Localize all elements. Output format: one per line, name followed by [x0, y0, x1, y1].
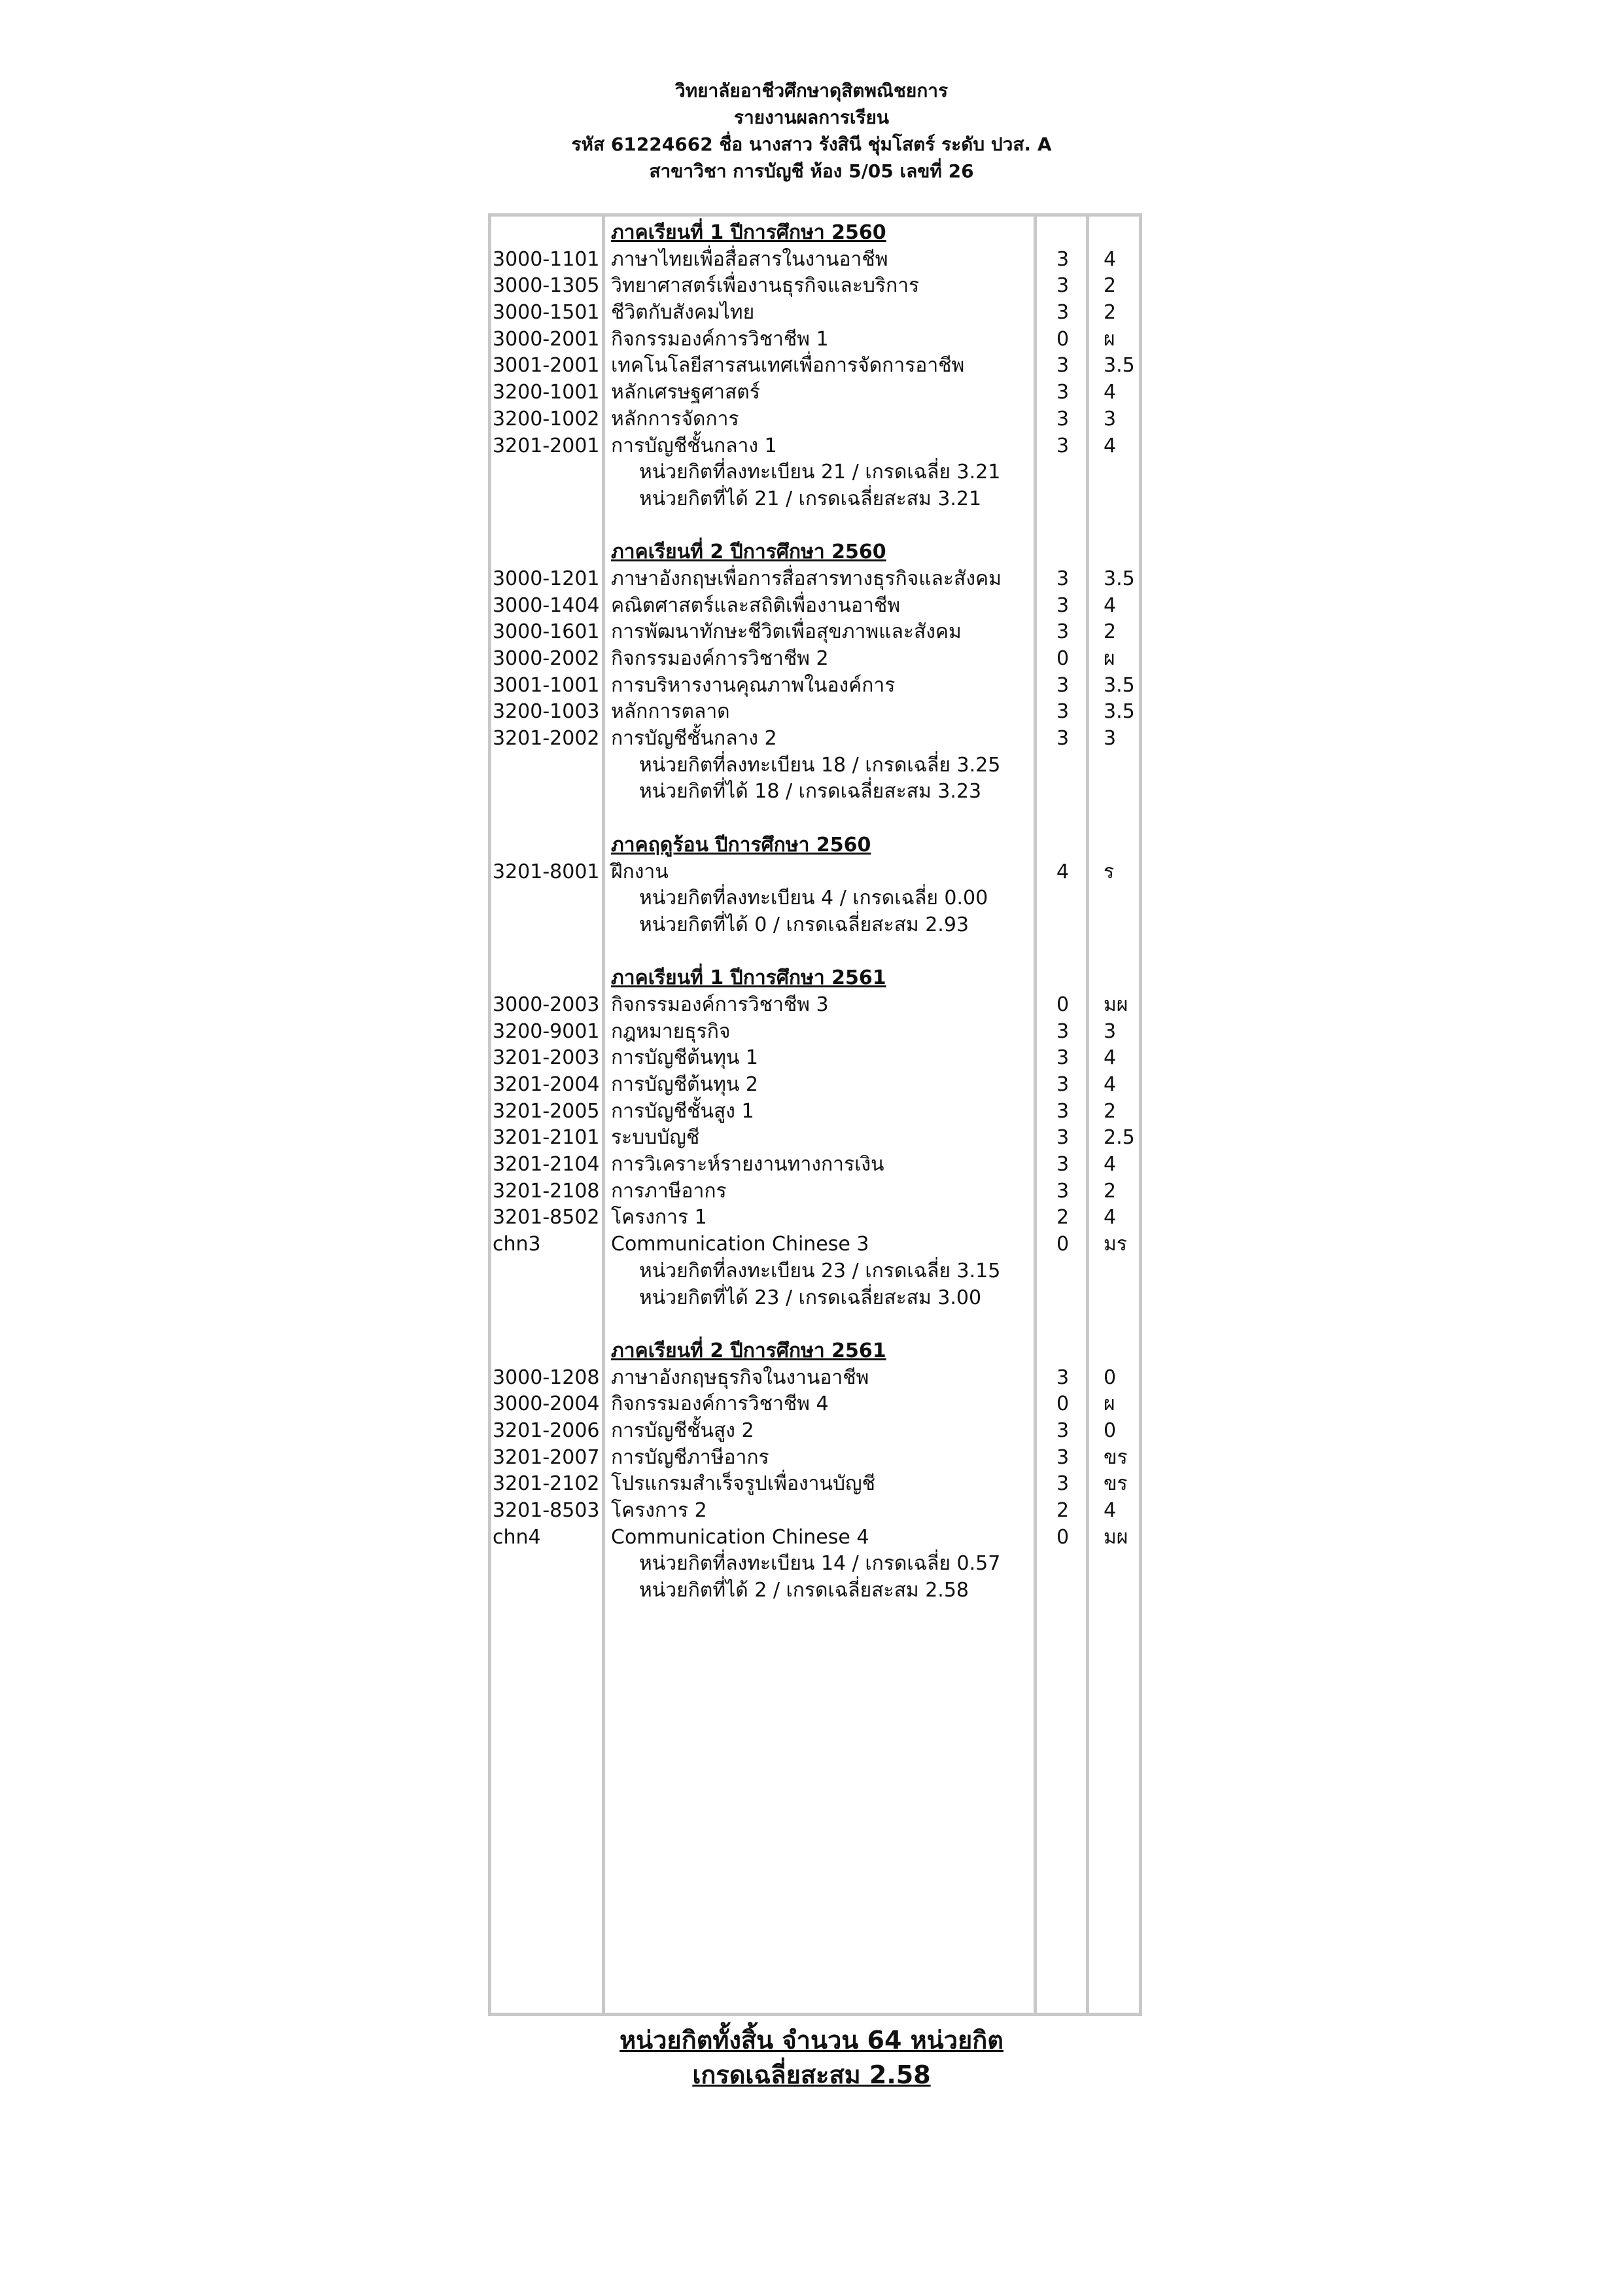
college-name: วิทยาลัยอาชีวศึกษาดุสิตพณิชยการ [674, 80, 949, 101]
course-code: 3200-9001 [493, 1019, 600, 1043]
registered-credits-gpa: หน่วยกิตที่ลงทะเบียน 14 / เกรดเฉลี่ย 0.57 [639, 1552, 1001, 1576]
semester-summary-registered [493, 1258, 1147, 1285]
course-credit: 3 [1056, 673, 1070, 697]
course-credit: 3 [1056, 1153, 1070, 1176]
course-row [493, 593, 1147, 620]
course-credit: 3 [1056, 1073, 1070, 1096]
course-credit: 3 [1056, 381, 1070, 404]
course-row [493, 1418, 1147, 1445]
course-row [493, 673, 1147, 699]
earned-credits-cumulative-gpa: หน่วยกิตที่ได้ 21 / เกรดเฉลี่ยสะสม 3.21 [639, 487, 982, 510]
course-credit: 3 [1056, 1099, 1070, 1123]
course-grade: 3.5 [1104, 567, 1135, 590]
course-credit: 3 [1056, 1472, 1070, 1496]
course-code: 3200-1001 [493, 381, 600, 404]
registered-credits-gpa: หน่วยกิตที่ลงทะเบียน 23 / เกรดเฉลี่ย 3.15 [639, 1259, 1001, 1282]
spacer-row [493, 805, 1147, 832]
course-name: กฎหมายธุรกิจ [611, 1019, 731, 1043]
course-row [493, 353, 1147, 380]
course-grade: 4 [1104, 593, 1117, 617]
course-grade: ผ [1104, 1392, 1115, 1416]
course-grade: 3 [1104, 1019, 1117, 1043]
course-grade: 2 [1104, 620, 1117, 644]
course-code: 3000-1208 [493, 1366, 600, 1389]
course-credit: 3 [1056, 1179, 1070, 1203]
course-credit: 3 [1056, 1046, 1070, 1070]
course-credit: 3 [1056, 1126, 1070, 1150]
course-grade: 2 [1104, 274, 1117, 298]
student-info: รหัส 61224662 ชื่อ นางสาว รังสินี ชุ่มโสตร์ ระดับ ปวส. A [571, 133, 1052, 155]
course-code: 3000-1601 [493, 620, 600, 644]
course-row [493, 406, 1147, 433]
course-row [493, 1125, 1147, 1152]
course-name: การบัญชีต้นทุน 1 [611, 1046, 758, 1070]
course-name: การบัญชีต้นทุน 2 [611, 1073, 758, 1096]
course-grade: 4 [1104, 1073, 1117, 1096]
course-row [493, 1178, 1147, 1205]
course-name: ชีวิตกับสังคมไทย [611, 301, 755, 325]
course-name: การบริหารงานคุณภาพในองค์การ [611, 673, 896, 697]
course-code: 3201-2003 [493, 1046, 600, 1070]
course-code: 3001-2001 [493, 354, 600, 378]
semester-title-row [493, 220, 1147, 247]
course-row [493, 1099, 1147, 1125]
course-code: 3000-2004 [493, 1392, 600, 1416]
course-code: 3000-2001 [493, 327, 600, 351]
course-grade: ขร [1104, 1472, 1128, 1496]
course-credit: 3 [1056, 407, 1070, 431]
cumulative-gpa: เกรดเฉลี่ยสะสม 2.58 [692, 2060, 931, 2089]
course-code: 3000-2003 [493, 993, 600, 1016]
course-name: เทคโนโลยีสารสนเทศเพื่อการจัดการอาชีพ [611, 354, 965, 378]
course-grade: 3.5 [1104, 354, 1135, 378]
course-name: โครงการ 2 [611, 1499, 707, 1522]
earned-credits-cumulative-gpa: หน่วยกิตที่ได้ 0 / เกรดเฉลี่ยสะสม 2.93 [639, 913, 969, 936]
course-row [493, 433, 1147, 460]
course-row [493, 1205, 1147, 1231]
course-code: chn4 [493, 1525, 541, 1549]
course-name: ฝึกงาน [611, 860, 669, 883]
course-grade: 2 [1104, 301, 1117, 325]
total-credits: หน่วยกิตทั้งสิ้น จำนวน 64 หน่วยกิต [620, 2026, 1003, 2055]
course-grade: 2.5 [1104, 1126, 1135, 1150]
spacer-row [493, 1311, 1147, 1338]
report-header [0, 77, 1623, 185]
course-code: 3201-2006 [493, 1419, 600, 1442]
course-code: 3201-2001 [493, 434, 600, 457]
course-row [493, 1445, 1147, 1472]
semester-summary-registered [493, 885, 1147, 912]
course-credit: 3 [1056, 620, 1070, 644]
course-credit: 3 [1056, 247, 1070, 271]
course-code: 3000-2002 [493, 647, 600, 670]
course-row [493, 1072, 1147, 1099]
course-credit: 0 [1056, 1233, 1070, 1256]
semester-summary-earned [493, 912, 1147, 939]
course-grade: 4 [1104, 1499, 1117, 1522]
course-code: 3201-8001 [493, 860, 600, 883]
course-name: หลักการจัดการ [611, 407, 739, 431]
course-credit: 3 [1056, 1445, 1070, 1469]
semester-title: ภาคเรียนที่ 2 ปีการศึกษา 2561 [611, 1339, 886, 1362]
course-code: 3001-1001 [493, 673, 600, 697]
course-row [493, 1525, 1147, 1551]
course-code: 3201-8502 [493, 1206, 600, 1229]
course-credit: 3 [1056, 354, 1070, 378]
course-grade: ผ [1104, 647, 1115, 670]
semester-summary-earned [493, 1578, 1147, 1604]
course-credit: 3 [1056, 727, 1070, 751]
semester-title-row [493, 1338, 1147, 1365]
course-credit: 2 [1056, 1206, 1070, 1229]
course-credit: 4 [1056, 860, 1070, 883]
earned-credits-cumulative-gpa: หน่วยกิตที่ได้ 18 / เกรดเฉลี่ยสะสม 3.23 [639, 780, 982, 804]
course-name: การบัญชีภาษีอากร [611, 1445, 769, 1469]
course-code: 3000-1201 [493, 567, 600, 590]
course-code: chn3 [493, 1233, 541, 1256]
course-credit: 2 [1056, 1499, 1070, 1522]
registered-credits-gpa: หน่วยกิตที่ลงทะเบียน 18 / เกรดเฉลี่ย 3.25 [639, 753, 1001, 777]
course-row [493, 566, 1147, 593]
semester-title-row [493, 965, 1147, 992]
course-credit: 3 [1056, 1019, 1070, 1043]
course-grade: ร [1104, 860, 1115, 883]
program-info: สาขาวิชา การบัญชี ห้อง 5/05 เลขที่ 26 [649, 160, 974, 182]
course-row [493, 380, 1147, 406]
course-name: Communication Chinese 3 [611, 1233, 869, 1256]
semester-title: ภาคเรียนที่ 2 ปีการศึกษา 2560 [611, 540, 886, 564]
semester-summary-earned [493, 1285, 1147, 1312]
course-code: 3000-1101 [493, 247, 600, 271]
course-credit: 3 [1056, 301, 1070, 325]
semester-summary-earned [493, 486, 1147, 513]
course-grade: ผ [1104, 327, 1115, 351]
course-grade: 4 [1104, 1206, 1117, 1229]
course-code: 3201-8503 [493, 1499, 600, 1522]
course-credit: 3 [1056, 567, 1070, 590]
course-code: 3201-2104 [493, 1153, 600, 1176]
semester-title-row [493, 832, 1147, 859]
spacer-row [493, 513, 1147, 540]
course-credit: 3 [1056, 274, 1070, 298]
earned-credits-cumulative-gpa: หน่วยกิตที่ได้ 23 / เกรดเฉลี่ยสะสม 3.00 [639, 1286, 982, 1309]
semester-summary-registered [493, 752, 1147, 779]
course-credit: 0 [1056, 993, 1070, 1016]
course-name: กิจกรรมองค์การวิชาชีพ 4 [611, 1392, 829, 1416]
course-credit: 0 [1056, 327, 1070, 351]
course-grade: 2 [1104, 1099, 1117, 1123]
course-grade: 3 [1104, 407, 1117, 431]
course-grade: 0 [1104, 1419, 1117, 1442]
course-row [493, 992, 1147, 1019]
course-credit: 3 [1056, 700, 1070, 724]
course-name: วิทยาศาสตร์เพื่องานธุรกิจและบริการ [611, 274, 920, 298]
course-grade: 0 [1104, 1366, 1117, 1389]
course-row [493, 699, 1147, 726]
course-code: 3200-1002 [493, 407, 600, 431]
course-row [493, 1471, 1147, 1498]
semester-title: ภาคเรียนที่ 1 ปีการศึกษา 2561 [611, 966, 886, 990]
course-row [493, 1231, 1147, 1258]
course-name: การบัญชีชั้นกลาง 1 [611, 434, 777, 457]
course-row [493, 247, 1147, 274]
course-grade: 3 [1104, 727, 1117, 751]
course-name: การบัญชีชั้นสูง 2 [611, 1419, 754, 1442]
course-code: 3201-2005 [493, 1099, 600, 1123]
transcript-content [493, 220, 1147, 1604]
course-row [493, 300, 1147, 327]
course-row [493, 726, 1147, 752]
course-code: 3200-1003 [493, 700, 600, 724]
course-name: กิจกรรมองค์การวิชาชีพ 3 [611, 993, 829, 1016]
semester-summary-earned [493, 779, 1147, 805]
course-name: การพัฒนาทักษะชีวิตเพื่อสุขภาพและสังคม [611, 620, 962, 644]
report-title: รายงานผลการเรียน [733, 107, 890, 128]
course-grade: มร [1104, 1233, 1127, 1256]
course-row [493, 1365, 1147, 1392]
course-credit: 3 [1056, 1366, 1070, 1389]
course-code: 3201-2002 [493, 727, 600, 751]
semester-title: ภาคเรียนที่ 1 ปีการศึกษา 2560 [611, 221, 886, 244]
course-credit: 0 [1056, 1392, 1070, 1416]
course-grade: มผ [1104, 1525, 1128, 1549]
course-row [493, 1152, 1147, 1178]
course-name: ภาษาไทยเพื่อสื่อสารในงานอาชีพ [611, 247, 888, 271]
course-name: การวิเคราะห์รายงานทางการเงิน [611, 1153, 884, 1176]
course-name: การภาษีอากร [611, 1179, 727, 1203]
course-row [493, 646, 1147, 673]
course-grade: 4 [1104, 1153, 1117, 1176]
course-name: ระบบบัญชี [611, 1126, 700, 1150]
course-code: 3201-2102 [493, 1472, 600, 1496]
course-grade: 3.5 [1104, 673, 1135, 697]
course-row [493, 1019, 1147, 1046]
course-row [493, 859, 1147, 886]
course-grade: 2 [1104, 1179, 1117, 1203]
course-code: 3201-2108 [493, 1179, 600, 1203]
course-grade: 4 [1104, 434, 1117, 457]
course-credit: 3 [1056, 593, 1070, 617]
semester-summary-registered [493, 1551, 1147, 1578]
report-footer [0, 2023, 1623, 2093]
semester-title-row [493, 539, 1147, 566]
course-name: หลักเศรษฐศาสตร์ [611, 381, 760, 404]
course-row [493, 619, 1147, 646]
semester-summary-registered [493, 459, 1147, 486]
course-code: 3201-2007 [493, 1445, 600, 1469]
course-grade: มผ [1104, 993, 1128, 1016]
semester-title: ภาคฤดูร้อน ปีการศึกษา 2560 [611, 833, 871, 857]
course-grade: ขร [1104, 1445, 1128, 1469]
course-name: หลักการตลาด [611, 700, 730, 724]
course-credit: 0 [1056, 647, 1070, 670]
course-row [493, 273, 1147, 300]
course-grade: 3.5 [1104, 700, 1135, 724]
spacer-row [493, 939, 1147, 966]
course-name: โปรแกรมสำเร็จรูปเพื่องานบัญชี [611, 1472, 875, 1496]
course-row [493, 1498, 1147, 1525]
course-name: การบัญชีชั้นกลาง 2 [611, 727, 777, 751]
course-row [493, 1045, 1147, 1072]
course-grade: 4 [1104, 381, 1117, 404]
course-name: ภาษาอังกฤษเพื่อการสื่อสารทางธุรกิจและสังคม [611, 567, 1002, 590]
course-row [493, 1391, 1147, 1418]
course-code: 3201-2101 [493, 1126, 600, 1150]
course-name: ภาษาอังกฤษธุรกิจในงานอาชีพ [611, 1366, 869, 1389]
course-name: การบัญชีชั้นสูง 1 [611, 1099, 754, 1123]
course-name: โครงการ 1 [611, 1206, 707, 1229]
course-row [493, 327, 1147, 353]
course-credit: 3 [1056, 1419, 1070, 1442]
course-name: Communication Chinese 4 [611, 1525, 869, 1549]
course-code: 3000-1305 [493, 274, 600, 298]
course-grade: 4 [1104, 1046, 1117, 1070]
registered-credits-gpa: หน่วยกิตที่ลงทะเบียน 4 / เกรดเฉลี่ย 0.00 [639, 887, 988, 910]
course-name: คณิตศาสตร์และสถิติเพื่องานอาชีพ [611, 593, 901, 617]
course-credit: 3 [1056, 434, 1070, 457]
course-credit: 0 [1056, 1525, 1070, 1549]
course-grade: 4 [1104, 247, 1117, 271]
course-code: 3000-1404 [493, 593, 600, 617]
course-name: กิจกรรมองค์การวิชาชีพ 1 [611, 327, 829, 351]
course-code: 3201-2004 [493, 1073, 600, 1096]
earned-credits-cumulative-gpa: หน่วยกิตที่ได้ 2 / เกรดเฉลี่ยสะสม 2.58 [639, 1579, 969, 1602]
course-name: กิจกรรมองค์การวิชาชีพ 2 [611, 647, 829, 670]
registered-credits-gpa: หน่วยกิตที่ลงทะเบียน 21 / เกรดเฉลี่ย 3.21 [639, 461, 1001, 484]
course-code: 3000-1501 [493, 301, 600, 325]
